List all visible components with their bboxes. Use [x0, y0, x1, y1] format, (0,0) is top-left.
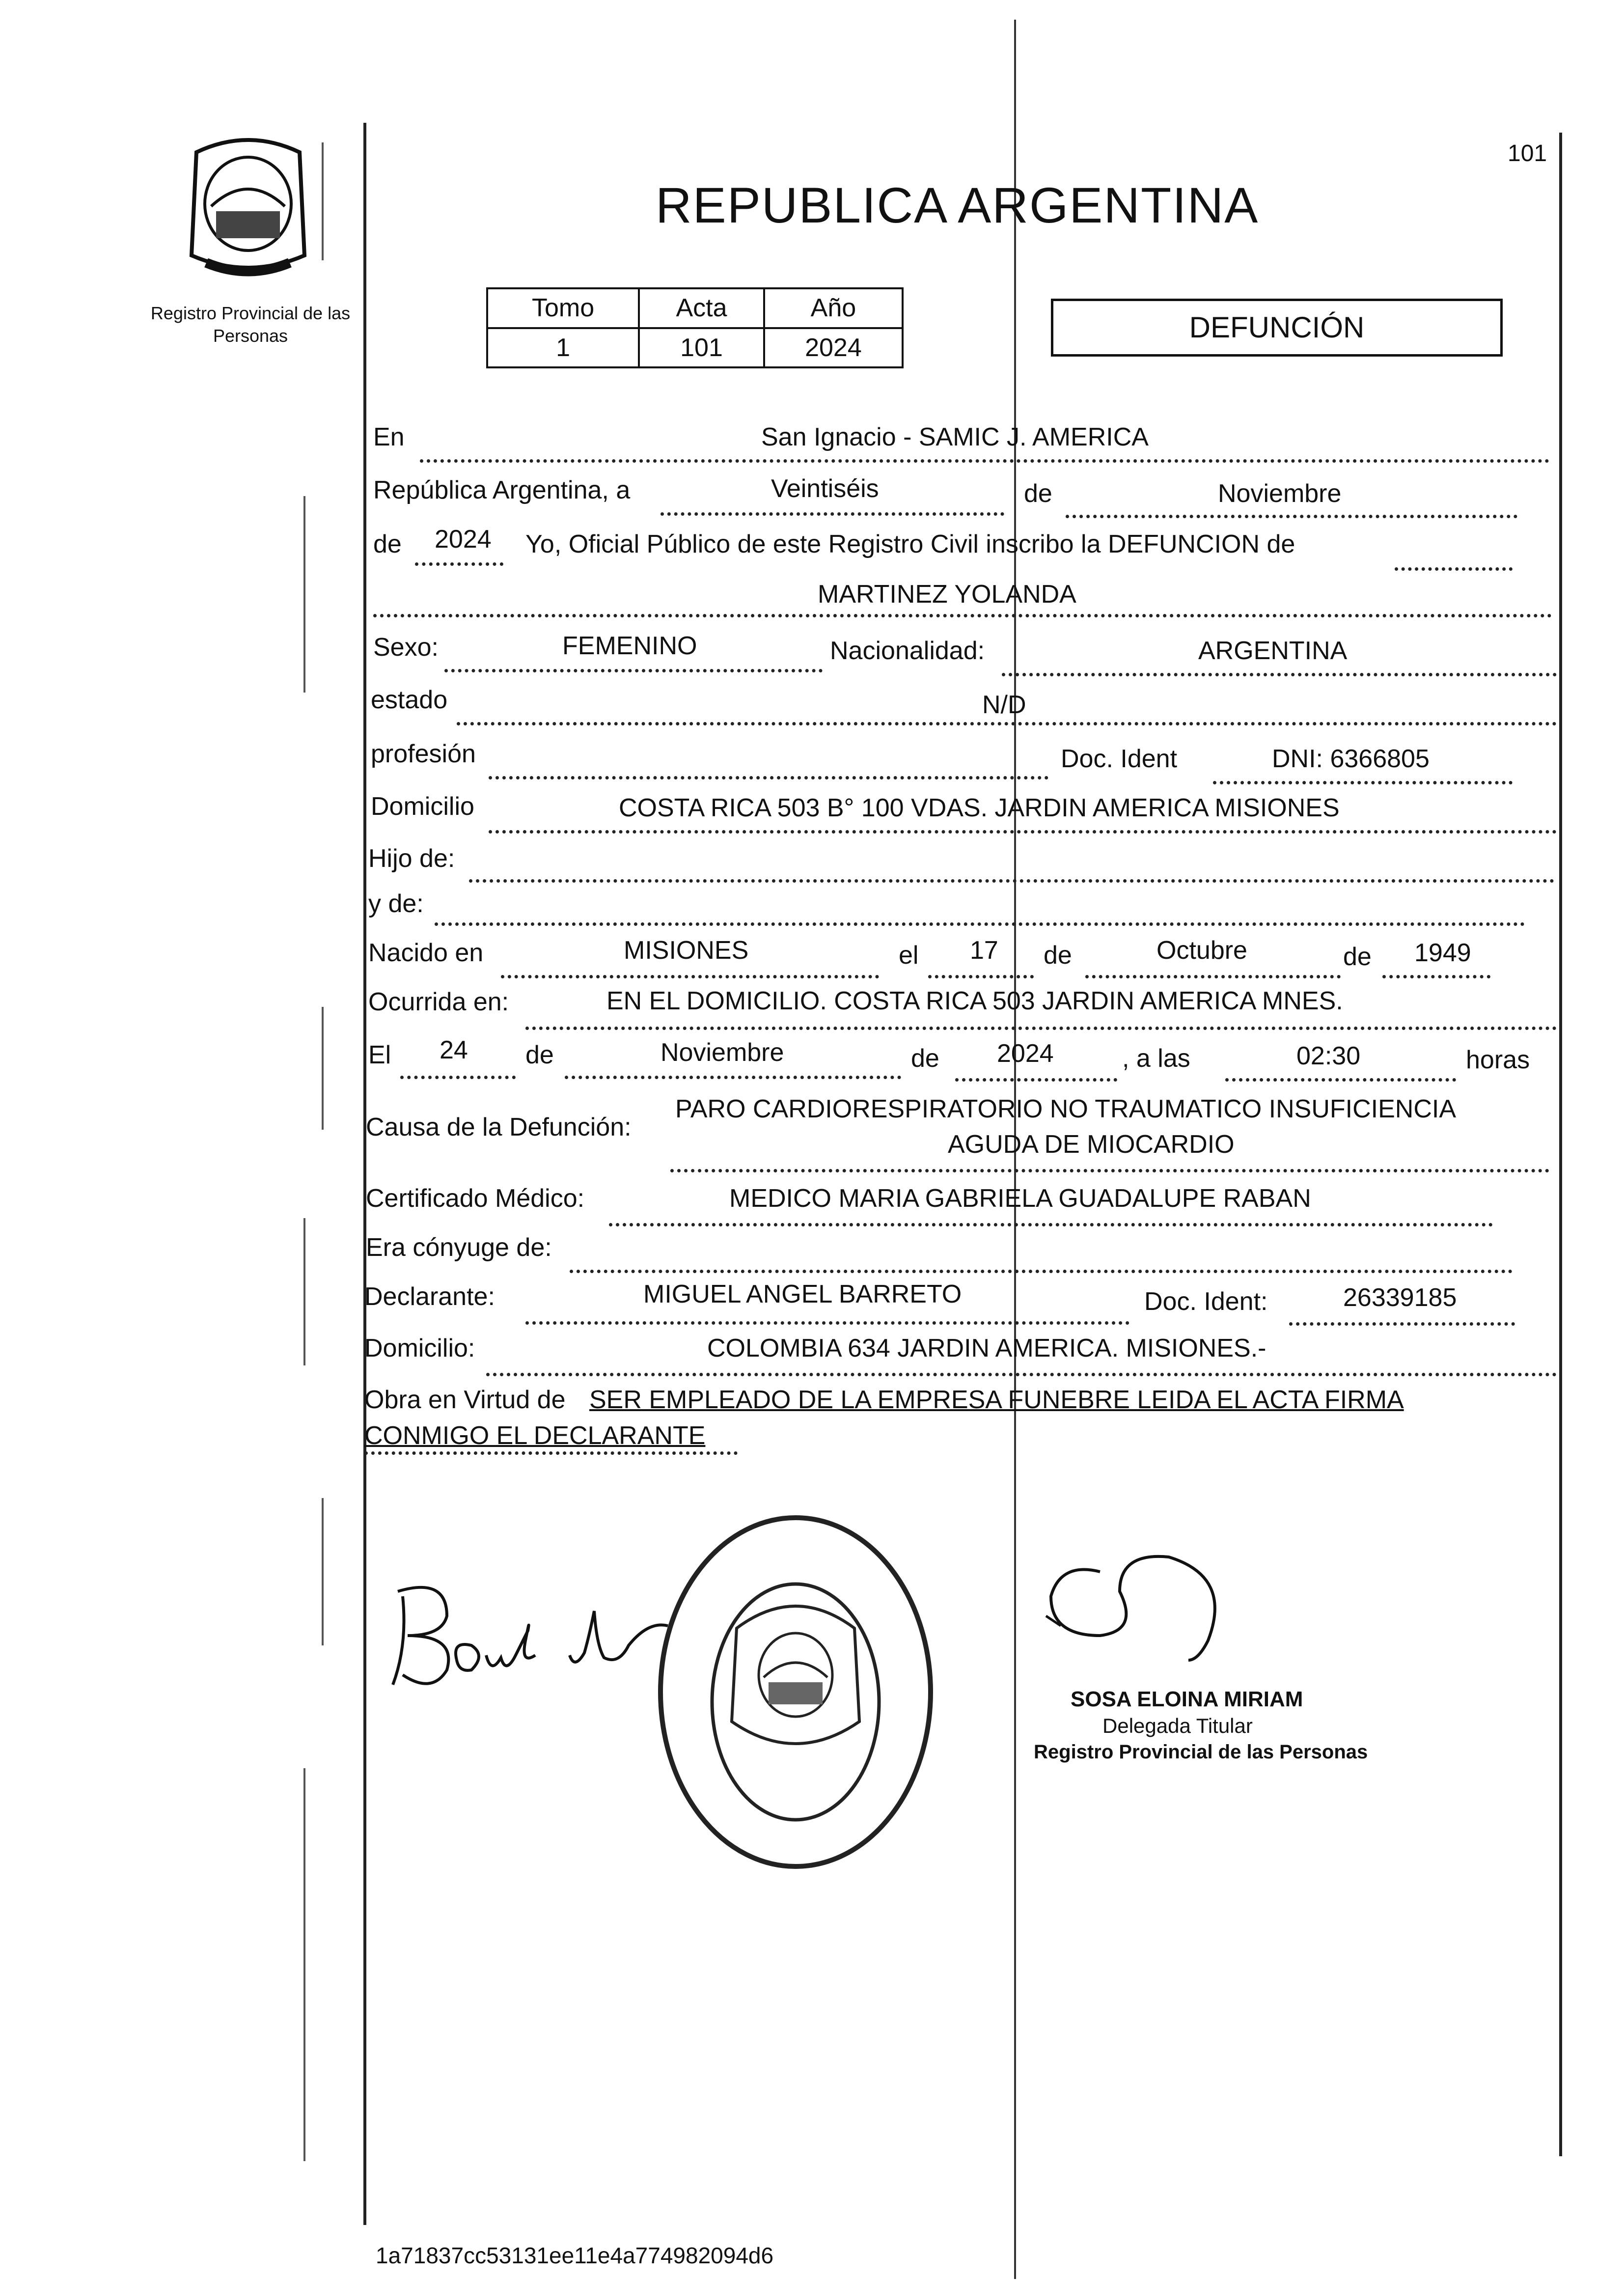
label-profesion: profesión [371, 740, 476, 768]
field-causa-line1: PARO CARDIORESPIRATORIO NO TRAUMATICO INSUFICIENCIA [675, 1095, 1457, 1123]
dotted-line [400, 1076, 516, 1079]
document-type: DEFUNCIÓN [1189, 311, 1365, 344]
field-causa-line2: AGUDA DE MIOCARDIO [948, 1130, 1235, 1159]
dotted-line [565, 1076, 901, 1079]
field-nacimiento-anio: 1949 [1414, 939, 1471, 967]
dotted-line [364, 1451, 738, 1455]
label-causa: Causa de la Defunción: [366, 1113, 632, 1141]
dotted-line [1002, 673, 1557, 676]
side-mark [322, 142, 324, 260]
dotted-line [415, 562, 503, 566]
side-mark [322, 1498, 324, 1645]
field-domicilio: COSTA RICA 503 B° 100 VDAS. JARDIN AMERICA MISIONES [619, 794, 1340, 822]
field-defuncion-anio: 2024 [997, 1039, 1054, 1068]
side-mark [303, 1218, 305, 1365]
field-mes: Noviembre [1218, 479, 1342, 508]
dotted-line [501, 975, 879, 978]
label-domicilio-declarante: Domicilio: [364, 1334, 475, 1362]
dotted-line [1289, 1322, 1515, 1326]
declarant-signature [373, 1562, 678, 1709]
label-estado: estado [371, 686, 448, 714]
field-nacido-en: MISIONES [624, 936, 749, 965]
field-defuncion-hora: 02:30 [1296, 1042, 1361, 1070]
label-sexo: Sexo: [373, 633, 439, 662]
official-role: Delegada Titular [1102, 1714, 1253, 1737]
field-anio: 2024 [435, 525, 492, 554]
field-declarante: MIGUEL ANGEL BARRETO [643, 1280, 962, 1308]
label-horas: horas [1466, 1046, 1530, 1074]
dotted-line [444, 669, 823, 672]
label-en: En [373, 423, 405, 451]
field-defuncion-dia: 24 [440, 1036, 468, 1064]
table-cell: 2024 [764, 328, 903, 368]
label-y-de: y de: [368, 890, 424, 918]
dotted-line [457, 722, 1557, 725]
field-sexo: FEMENINO [562, 632, 697, 660]
label-a-las: , a las [1122, 1044, 1190, 1073]
label-declarante: Declarante: [364, 1282, 495, 1311]
field-estado: N/D [982, 691, 1026, 719]
label-obra: Obra en Virtud de [364, 1386, 566, 1414]
label-de: de [1024, 479, 1052, 508]
document-hash: 1a71837cc53131ee11e4a774982094d6 [376, 2243, 774, 2268]
label-el: el [899, 941, 919, 970]
dotted-line [489, 830, 1557, 834]
field-certificado: MEDICO MARIA GABRIELA GUADALUPE RABAN [729, 1184, 1311, 1213]
dotted-line [1225, 1078, 1456, 1082]
dotted-line [1382, 975, 1490, 978]
official-name: SOSA ELOINA MIRIAM [1071, 1687, 1303, 1711]
left-margin-rule [363, 123, 366, 2225]
side-mark [303, 496, 305, 693]
table-header: Año [764, 288, 903, 328]
table-header: Acta [639, 288, 764, 328]
field-obra-line2: CONMIGO EL DECLARANTE [364, 1421, 706, 1450]
dotted-line [435, 922, 1525, 926]
dotted-line [670, 1169, 1549, 1172]
label-doc-ident: Doc. Ident [1061, 745, 1178, 773]
label-hijo-de: Hijo de: [368, 844, 455, 873]
label-de: de [1343, 943, 1372, 971]
field-declarante-domicilio: COLOMBIA 634 JARDIN AMERICA. MISIONES.- [707, 1334, 1266, 1362]
field-doc-ident: DNI: 6366805 [1272, 745, 1430, 773]
field-nacionalidad: ARGENTINA [1198, 637, 1348, 665]
dotted-line [420, 459, 1549, 463]
label-certificado: Certificado Médico: [366, 1184, 585, 1213]
field-defuncion-mes: Noviembre [661, 1038, 784, 1067]
right-margin-rule [1559, 133, 1562, 2156]
dotted-line [661, 512, 1004, 516]
dotted-line [609, 1223, 1493, 1226]
side-mark [322, 1007, 324, 1130]
provincial-seal [182, 133, 314, 280]
label-nacido-en: Nacido en [368, 939, 484, 967]
dotted-line [1085, 975, 1341, 978]
field-ocurrida-en: EN EL DOMICILIO. COSTA RICA 503 JARDIN AMERICA MNES. [606, 987, 1343, 1015]
dotted-line [486, 1373, 1557, 1376]
dotted-line [1213, 781, 1513, 784]
identifier-table [486, 287, 904, 368]
label-yo: Yo, Oficial Público de este Registro Civil inscribo la DEFUNCION de [525, 530, 1295, 558]
dotted-line [525, 1321, 1129, 1325]
dotted-line [570, 1270, 1513, 1273]
table-header: Tomo [487, 288, 639, 328]
field-lugar: San Ignacio - SAMIC J. AMERICA [761, 423, 1149, 451]
field-nacimiento-mes: Octubre [1156, 936, 1247, 965]
label-el: El [368, 1041, 391, 1069]
field-declarante-doc: 26339185 [1343, 1283, 1457, 1312]
official-office: Registro Provincial de las Personas [1034, 1741, 1368, 1763]
label-declarante-doc: Doc. Ident: [1144, 1287, 1268, 1316]
dotted-line [489, 776, 1048, 779]
label-de: de [911, 1044, 939, 1073]
dotted-line [955, 1078, 1117, 1082]
page-number: 101 [1508, 140, 1547, 167]
side-mark [303, 1768, 305, 2161]
label-ocurrida-en: Ocurrida en: [368, 988, 509, 1016]
label-de: de [373, 530, 402, 558]
field-obra-line1: SER EMPLEADO DE LA EMPRESA FUNEBRE LEIDA EL ACTA FIRMA [589, 1386, 1404, 1414]
dotted-line [469, 879, 1554, 883]
field-nombre: MARTINEZ YOLANDA [818, 580, 1076, 609]
dotted-line [373, 614, 1552, 617]
page-title: REPUBLICA ARGENTINA [656, 177, 1259, 233]
official-signature [1041, 1542, 1287, 1690]
label-nacionalidad: Nacionalidad: [830, 637, 985, 665]
label-conyuge: Era cónyuge de: [366, 1233, 552, 1262]
registry-name: Registro Provincial de las Personas [150, 303, 351, 346]
registry-stamp [653, 1510, 938, 1874]
table-cell: 101 [639, 328, 764, 368]
label-de: de [1044, 941, 1072, 970]
label-de: de [525, 1041, 554, 1069]
field-nacimiento-dia: 17 [970, 936, 998, 965]
dotted-line [1395, 567, 1513, 571]
dotted-line [928, 975, 1034, 978]
label-domicilio: Domicilio [371, 792, 474, 821]
dotted-line [525, 1027, 1557, 1030]
table-cell: 1 [487, 328, 639, 368]
dotted-line [1066, 515, 1517, 518]
field-dia: Veintiséis [771, 474, 879, 503]
label-republica: República Argentina, a [373, 476, 631, 504]
